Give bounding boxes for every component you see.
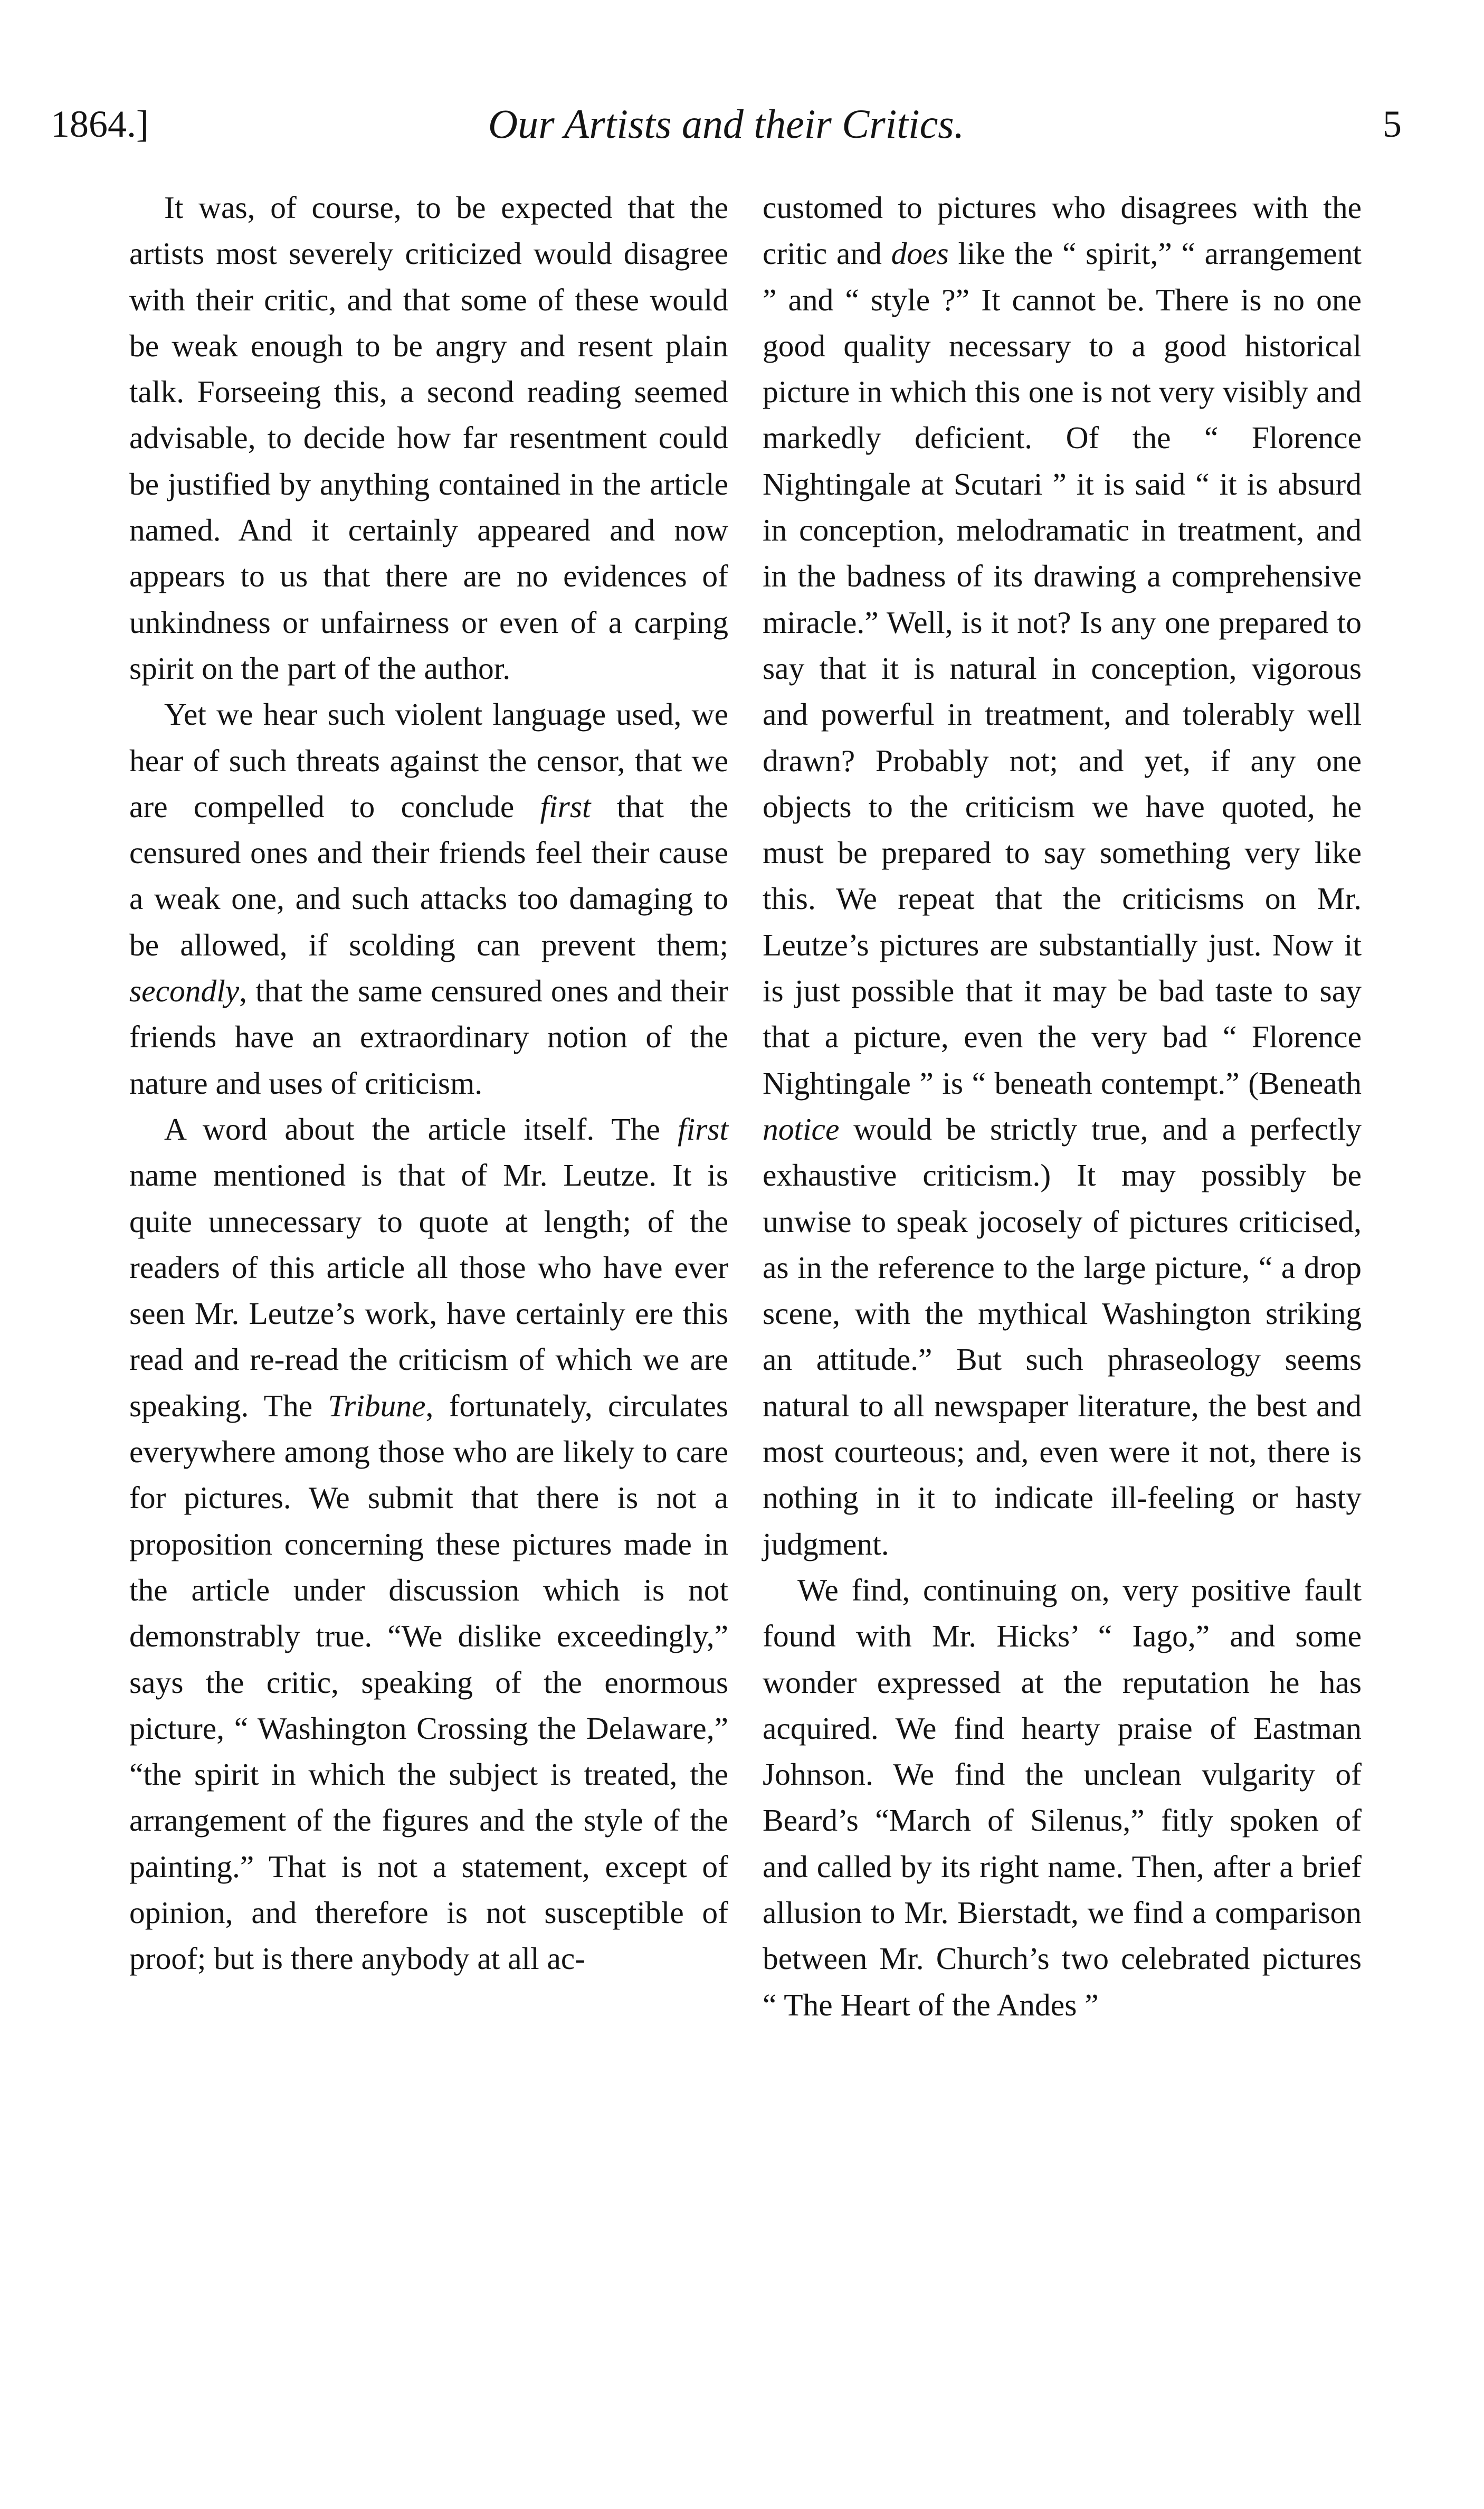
running-head-title: Our Artists and their Critics. [488,101,965,147]
left-column [129,185,728,1982]
running-head-date: 1864.] [51,103,149,145]
paragraph-continued: customed to pictures who disagrees with the critic and does like the “ spirit,” “ arrangement ” and “ style ?” It cannot be. There is no one good quality necessary to a good historical picture in which this one is not very visibly and markedly deficient. Of the “ Florence Nightingale at Scutari ” it is said “ it is absurd in conception, melodramatic in treatment, and in the badness of its drawing a comprehensive miracle.” Well, is it not? Is any one prepared to say that it is natural in conception, vigorous and powerful in treatment, and tolerably well drawn? Probably not; and yet, if any one objects to the criticism we have quoted, he must be prepared to say something very like this. We repeat that the criticisms on Mr. Leutze’s pictures are substantially just. Now it is just possible that it may be bad taste to say that a picture, even the very bad “ Florence Nightingale ” is “ beneath contempt.” (Beneath notice would be strictly true, and a perfectly exhaustive criticism.) It may possibly be unwise to speak jocosely of pictures criticised, as in the reference to the large picture, “ a drop scene, with the mythical Washington striking an attitude.” But such phraseology seems natural to all newspaper literature, the best and most courteous; and, even were it not, there is nothing in it to indicate ill-feeling or hasty judgment. [763,190,1362,1561]
italic-word: Tribune [328,1388,426,1423]
italic-word: secondly [129,973,240,1009]
paragraph: A word about the article itself. The first name mentioned is that of Mr. Leutze. It is quite unnecessary to quote at length; of the readers of this article all those who have ever seen Mr. Leutze’s work, have certainly ere this read and re-read the criticism of which we are speaking. The Tribune, fortunately, circulates everywhere among those who are likely to care for pictures. We submit that there is not a proposition concerning these pictures made in the article under discussion which is not demonstrably true. “We dislike exceedingly,” says the critic, speaking of the enormous picture, “ Washington Crossing the Delaware,” “the spirit in which the subject is treated, the arrangement of the figures and the style of the painting.” That is not a statement, except of opinion, and therefore is not susceptible of proof; but is there anybody at all ac- [129,1111,728,1976]
italic-word: notice [763,1111,840,1147]
italic-word: first [678,1111,728,1147]
running-head [51,95,1402,153]
italic-word: does [891,236,949,271]
page-number: 5 [1383,103,1402,145]
paragraph: We find, continuing on, very positive fault found with Mr. Hicks’ “ Iago,” and some wonder expressed at the reputation he has acquired. We find hearty praise of Eastman Johnson. We find the unclean vulgarity of Beard’s “March of Silenus,” fitly spoken of and called by its right name. Then, after a brief allusion to Mr. Bierstadt, we find a comparison between Mr. Church’s two celebrated pictures “ The Heart of the Andes ” [763,1572,1362,2022]
italic-word: first [540,789,591,824]
right-column [763,185,1362,2028]
paragraph: Yet we hear such violent language used, we hear of such threats against the censor, that we are compelled to conclude first that the censured ones and their friends feel their cause a weak one, and such attacks too damaging to be allowed, if scolding can prevent them; secondly, that the same censured ones and their friends have an extraordinary notion of the nature and uses of criticism. [129,697,728,1101]
paragraph: It was, of course, to be expected that the artists most severely criticized would disagree with their critic, and that some of these would be weak enough to be angry and resent plain talk. Forseeing this, a second reading seemed advisable, to decide how far resentment could be justified by anything contained in the article named. And it certainly appeared and now appears to us that there are no evidences of unkindness or unfairness or even of a carping spirit on the part of the author. [129,190,728,686]
